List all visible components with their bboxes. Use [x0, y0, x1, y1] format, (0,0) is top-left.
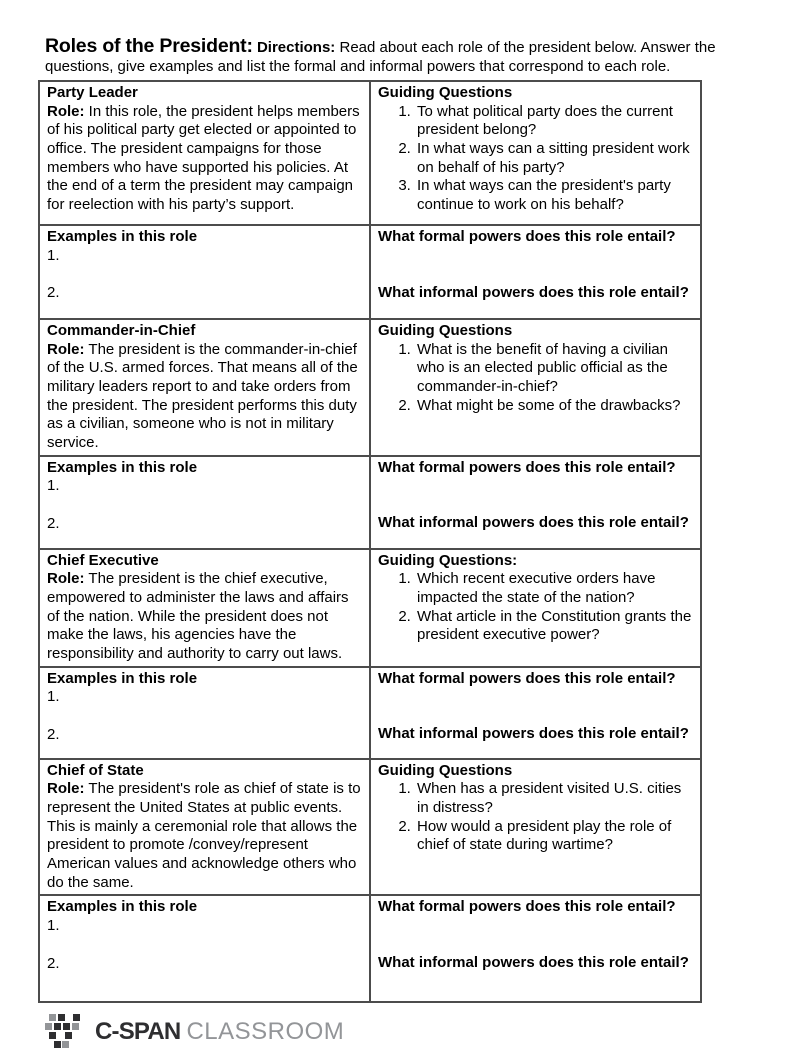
directions-text: Read about each role of the president below. Answer the questions, give examples and list the formal and informal powers that correspond to each role. — [45, 39, 716, 76]
role-name: Chief of State — [47, 761, 144, 779]
powers-cell — [370, 667, 701, 759]
logo-square — [54, 1023, 61, 1030]
guiding-question: 1. Which recent executive orders have impacted the state of the nation? — [415, 570, 696, 607]
role-paragraph — [47, 570, 365, 663]
guiding-questions-cell-party-leader — [370, 81, 701, 225]
example-item-2: 2. — [47, 514, 60, 532]
examples-cell — [39, 456, 370, 549]
guiding-question: 2. In what ways can a sitting president work on behalf of his party? — [415, 140, 696, 177]
guiding-questions-list — [378, 780, 696, 855]
logo-text-cspan: C-SPAN — [95, 1018, 181, 1046]
logo-square — [63, 1023, 70, 1030]
role-cell-party-leader — [39, 81, 370, 225]
logo-text-classroom: CLASSROOM — [186, 1018, 345, 1046]
informal-powers-question: What informal powers does this role entail? — [378, 954, 689, 972]
powers-cell — [370, 225, 701, 319]
powers-cell — [370, 895, 701, 1002]
guiding-questions-list — [378, 570, 696, 645]
role-label: Role: — [47, 570, 85, 588]
guiding-questions-list — [378, 103, 696, 215]
examples-cell — [39, 225, 370, 319]
table-row-examples — [39, 456, 701, 549]
informal-powers-question: What informal powers does this role entail? — [378, 514, 689, 532]
cspan-logo-mark-icon — [45, 1014, 87, 1050]
role-cell-commander-in-chief — [39, 319, 370, 456]
guiding-questions-header: Guiding Questions — [378, 761, 513, 779]
logo-square — [65, 1032, 72, 1039]
example-item-1: 1. — [47, 688, 60, 706]
guiding-question: 2. What article in the Constitution grants the president executive power? — [415, 608, 696, 645]
formal-powers-question: What formal powers does this role entail? — [378, 458, 676, 476]
logo-square — [62, 1041, 69, 1048]
logo-square — [49, 1014, 56, 1021]
table-row-party-leader — [39, 81, 701, 225]
role-description: In this role, the president helps members of his political party get elected or appointed to office. The president campaigns for those members who have supported his policies. At the end of a term the president may campaign for reelection with his party’s support. — [47, 102, 360, 213]
guiding-question: 2. How would a president play the role of chief of state during wartime? — [415, 818, 696, 855]
logo-square — [58, 1014, 65, 1021]
examples-header: Examples in this role — [47, 669, 198, 687]
informal-powers-question: What informal powers does this role entail? — [378, 725, 689, 743]
roles-table — [38, 80, 702, 1003]
examples-cell — [39, 667, 370, 759]
role-paragraph — [47, 103, 365, 215]
guiding-question: 2. What might be some of the drawbacks? — [415, 397, 696, 416]
formal-powers-question: What formal powers does this role entail? — [378, 669, 676, 687]
guiding-questions-cell-chief-of-state — [370, 759, 701, 896]
informal-powers-question: What informal powers does this role entail? — [378, 283, 689, 301]
table-row-examples — [39, 895, 701, 1002]
role-name: Party Leader — [47, 83, 138, 101]
page-heading: Roles of the President: — [45, 35, 253, 57]
formal-powers-question: What formal powers does this role entail? — [378, 898, 676, 916]
page-title — [45, 34, 753, 77]
examples-header: Examples in this role — [47, 227, 198, 245]
logo-square — [72, 1023, 79, 1030]
guiding-questions-cell-chief-executive — [370, 549, 701, 667]
role-label: Role: — [47, 102, 85, 120]
cspan-classroom-logo — [45, 1014, 791, 1050]
powers-cell — [370, 456, 701, 549]
table-row-examples — [39, 667, 701, 759]
examples-cell — [39, 895, 370, 1002]
role-label: Role: — [47, 780, 85, 798]
role-paragraph — [47, 341, 365, 453]
formal-powers-question: What formal powers does this role entail? — [378, 227, 676, 245]
table-row-commander-in-chief — [39, 319, 701, 456]
guiding-question: 1. To what political party does the current president belong? — [415, 103, 696, 140]
table-row-chief-of-state — [39, 759, 701, 896]
role-label: Role: — [47, 340, 85, 358]
guiding-questions-cell-commander-in-chief — [370, 319, 701, 456]
role-name: Commander-in-Chief — [47, 321, 196, 339]
guiding-questions-header: Guiding Questions: — [378, 551, 518, 569]
example-item-2: 2. — [47, 726, 60, 744]
role-paragraph — [47, 780, 365, 892]
role-description: The president is the commander-in-chief of the U.S. armed forces. That means all of the military leaders report to and take orders from the president. The president performs this duty as a civilian, someone who is not in military service. — [47, 340, 358, 451]
examples-header: Examples in this role — [47, 898, 198, 916]
example-item-2: 2. — [47, 954, 60, 972]
example-item-2: 2. — [47, 284, 60, 302]
guiding-question: 1. When has a president visited U.S. cities in distress? — [415, 780, 696, 817]
logo-square — [73, 1014, 80, 1021]
guiding-questions-list — [378, 341, 696, 416]
table-row-chief-executive — [39, 549, 701, 667]
example-item-1: 1. — [47, 477, 60, 495]
role-name: Chief Executive — [47, 551, 159, 569]
logo-square — [49, 1032, 56, 1039]
role-cell-chief-executive — [39, 549, 370, 667]
logo-square — [45, 1023, 52, 1030]
role-description: The president is the chief executive, empowered to administer the laws and affairs of the nation. While the president does not make the laws, his agencies have the responsibility and authority to carry out laws. — [47, 570, 349, 662]
example-item-1: 1. — [47, 917, 60, 935]
guiding-questions-header: Guiding Questions — [378, 83, 513, 101]
role-description: The president's role as chief of state is to represent the United States at public events. This is mainly a ceremonial role that allows the president to promote /convey/represent American values and acknowledge others who do the same. — [47, 780, 361, 891]
guiding-question: 1. What is the benefit of having a civilian who is an elected public official as the commander-in-chief? — [415, 341, 696, 397]
guiding-questions-header: Guiding Questions — [378, 321, 513, 339]
logo-square — [54, 1041, 61, 1048]
examples-header: Examples in this role — [47, 458, 198, 476]
example-item-1: 1. — [47, 246, 60, 264]
table-row-examples — [39, 225, 701, 319]
role-cell-chief-of-state — [39, 759, 370, 896]
directions-label: Directions: — [256, 39, 336, 56]
guiding-question: 3. In what ways can the president's party continue to work on his behalf? — [415, 177, 696, 214]
